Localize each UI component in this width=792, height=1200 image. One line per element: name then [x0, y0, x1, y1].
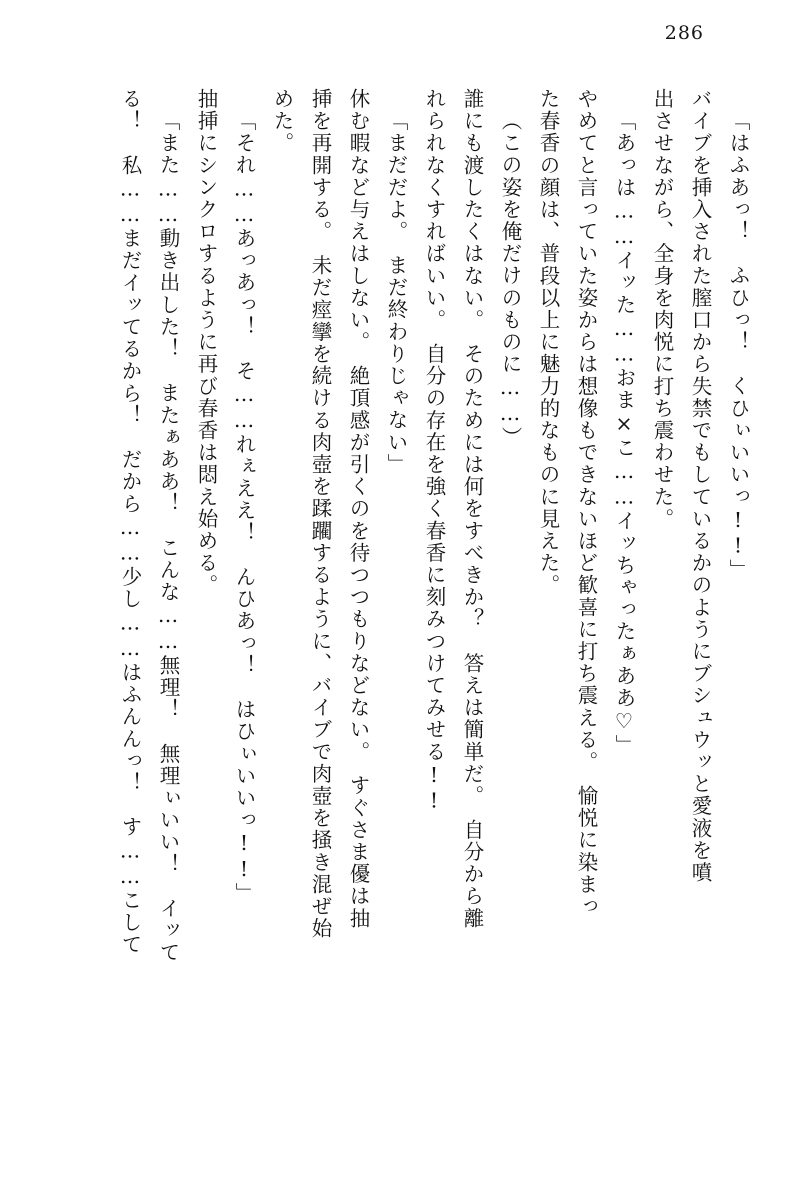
- text-line: 出させながら、全身を肉悦に打ち震わせた。: [650, 88, 674, 530]
- text-line: 「それ……あっあっ！ そ……れぇええ！ んひあっ！ はひぃいいっ!!」: [232, 110, 256, 905]
- vertical-text-body: [44, 88, 748, 1160]
- text-line: やめてと言っていた姿からは想像もできないほど歓喜に打ち震える。 愉悦に染まっ: [574, 88, 598, 918]
- text-line: 「はふあっ！ ふひっ！ くひぃいいっ!!」: [726, 110, 750, 582]
- text-line: 「あっは……イッた……おま×こ……イッちゃったぁああ♡」: [612, 110, 636, 757]
- text-line: バイブを挿入された膣口から失禁でもしているかのようにブシュウッと愛液を噴: [688, 88, 712, 884]
- text-line: 挿を再開する。 未だ痙攣を続ける肉壺を蹂躙するように、バイブで肉壺を掻き混ぜ始: [308, 88, 332, 940]
- text-line: る！ 私……まだイッてるから！ だから……少し……はふんんっ！ す……こして: [118, 88, 142, 956]
- text-line: 抽挿にシンクロするように再び春香は悶え始める。: [194, 88, 218, 597]
- text-line: 休む暇など与えはしない。 絶頂感が引くのを待つつもりなどない。 すぐさま優は抽: [346, 88, 370, 930]
- text-line: た春香の顔は、普段以上に魅力的なものに見えた。: [536, 88, 560, 597]
- text-line: 誰にも渡したくはない。 そのためには何をすべきか？ 答えは簡単だ。 自分から離: [460, 88, 484, 930]
- text-line: 「また……動き出した！ またぁああ！ こんな……無理！ 無理ぃいい！ イッて: [156, 110, 180, 964]
- page-number: 286: [664, 22, 704, 44]
- text-line: 「まだだよ。 まだ終わりじゃない」: [384, 110, 408, 476]
- text-line: （この姿を俺だけのものに……）: [498, 110, 522, 449]
- text-line: めた。: [270, 88, 294, 155]
- text-line: れられなくすればいい。 自分の存在を強く春香に刻みつけてみせる!!: [422, 88, 446, 815]
